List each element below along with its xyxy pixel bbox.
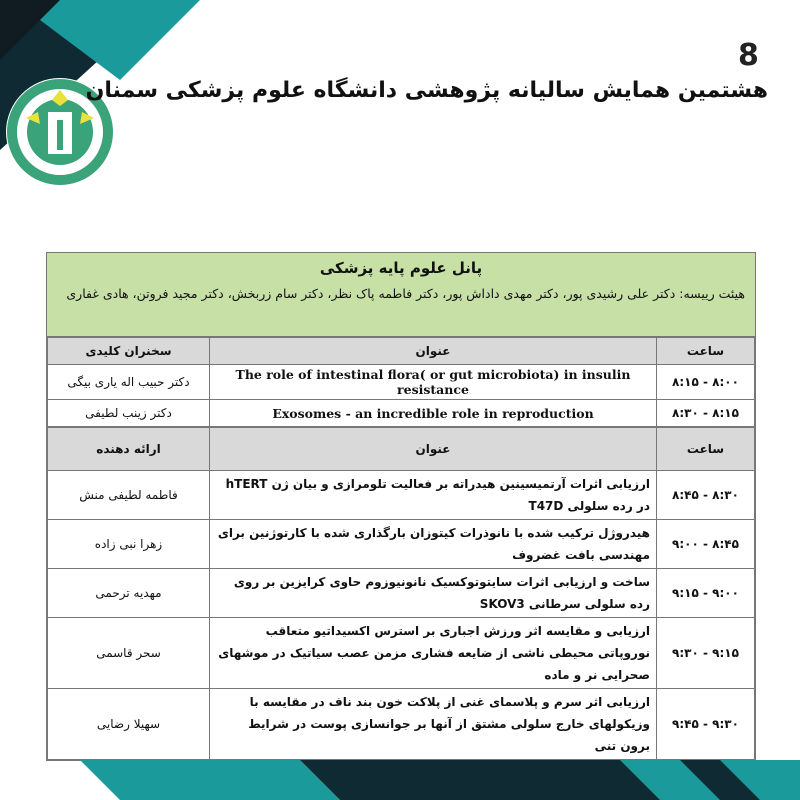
title-header: عنوان: [210, 428, 657, 471]
time-cell: ۸:۴۵ - ۸:۳۰: [657, 471, 755, 520]
panel-board-members: هیئت رییسه: دکتر علی رشیدی پور، دکتر مهدی داداش پور، دکتر فاطمه پاک نظر، دکتر سام زربخش، دکتر مجید فروتن، هادی غفاری: [66, 286, 745, 301]
title-cell: ارزیابی و مقایسه اثر ورزش اجباری بر استرس اکسیداتیو متعاقب نوروپاتی محیطی ناشی از ضایعه فشاری مزمن عصب سیاتیک در موشهای صحرایی نر و ماده: [210, 618, 657, 689]
title-cell: The role of intestinal flora( or gut microbiota) in insulin resistance: [210, 365, 657, 400]
keynote-header-row: [48, 338, 755, 365]
keynote-table: [47, 337, 755, 427]
time-header: ساعت: [657, 428, 755, 471]
time-cell: ۸:۱۵ - ۸:۰۰: [657, 365, 755, 400]
table-row: [48, 365, 755, 400]
presenter-cell: سحر قاسمی: [48, 618, 210, 689]
title-header: عنوان: [210, 338, 657, 365]
presenter-cell: مهدیه ترحمی: [48, 569, 210, 618]
title-cell: Exosomes - an incredible role in reproduction: [210, 400, 657, 427]
presentations-header-row: [48, 428, 755, 471]
panel-schedule: [46, 252, 756, 761]
conference-title: هشتمین همایش سالیانه پژوهشی دانشگاه علوم پزشکی سمنان: [85, 78, 768, 103]
table-row: [48, 689, 755, 760]
presenter-cell: سهیلا رضایی: [48, 689, 210, 760]
time-header: ساعت: [657, 338, 755, 365]
speaker-header: سخنران کلیدی: [48, 338, 210, 365]
page-number: 8: [738, 38, 759, 73]
table-row: [48, 471, 755, 520]
table-row: [48, 569, 755, 618]
speaker-cell: دکتر حبیب اله یاری بیگی: [48, 365, 210, 400]
time-cell: ۸:۳۰ - ۸:۱۵: [657, 400, 755, 427]
time-cell: ۹:۰۰ - ۸:۴۵: [657, 520, 755, 569]
time-cell: ۹:۱۵ - ۹:۰۰: [657, 569, 755, 618]
presenter-header: ارائه دهنده: [48, 428, 210, 471]
title-cell: ساخت و ارزیابی اثرات سایتوتوکسیک نانونیوزوم حاوی کرایزین بر روی رده سلولی سرطانی SKOV3: [210, 569, 657, 618]
corner-decoration: [0, 0, 240, 230]
table-row: [48, 400, 755, 427]
time-cell: ۹:۳۰ - ۹:۱۵: [657, 618, 755, 689]
presenter-cell: فاطمه لطیفی منش: [48, 471, 210, 520]
panel-title: پانل علوم پایه پزشکی: [319, 259, 483, 277]
presentations-table: [47, 427, 755, 760]
table-row: [48, 618, 755, 689]
title-cell: هیدروژل ترکیب شده با نانوذرات کیتوزان بارگذاری شده با کارتوژنین برای مهندسی بافت غضروف: [210, 520, 657, 569]
title-cell: ارزیابی اثر سرم و پلاسمای غنی از پلاکت خون بند ناف در مقایسه با وزیکولهای خارج سلولی مشتق از آنها بر جوانسازی پوست در شرایط برون تنی: [210, 689, 657, 760]
panel-header: [47, 253, 755, 337]
table-row: [48, 520, 755, 569]
bottom-decoration: [0, 760, 800, 800]
time-cell: ۹:۴۵ - ۹:۳۰: [657, 689, 755, 760]
speaker-cell: دکتر زینب لطیفی: [48, 400, 210, 427]
title-cell: ارزیابی اثرات آرتمیسینین هیدراته بر فعالیت تلومرازی و بیان ژن hTERT در رده سلولی T47D: [210, 471, 657, 520]
presenter-cell: زهرا نبی زاده: [48, 520, 210, 569]
